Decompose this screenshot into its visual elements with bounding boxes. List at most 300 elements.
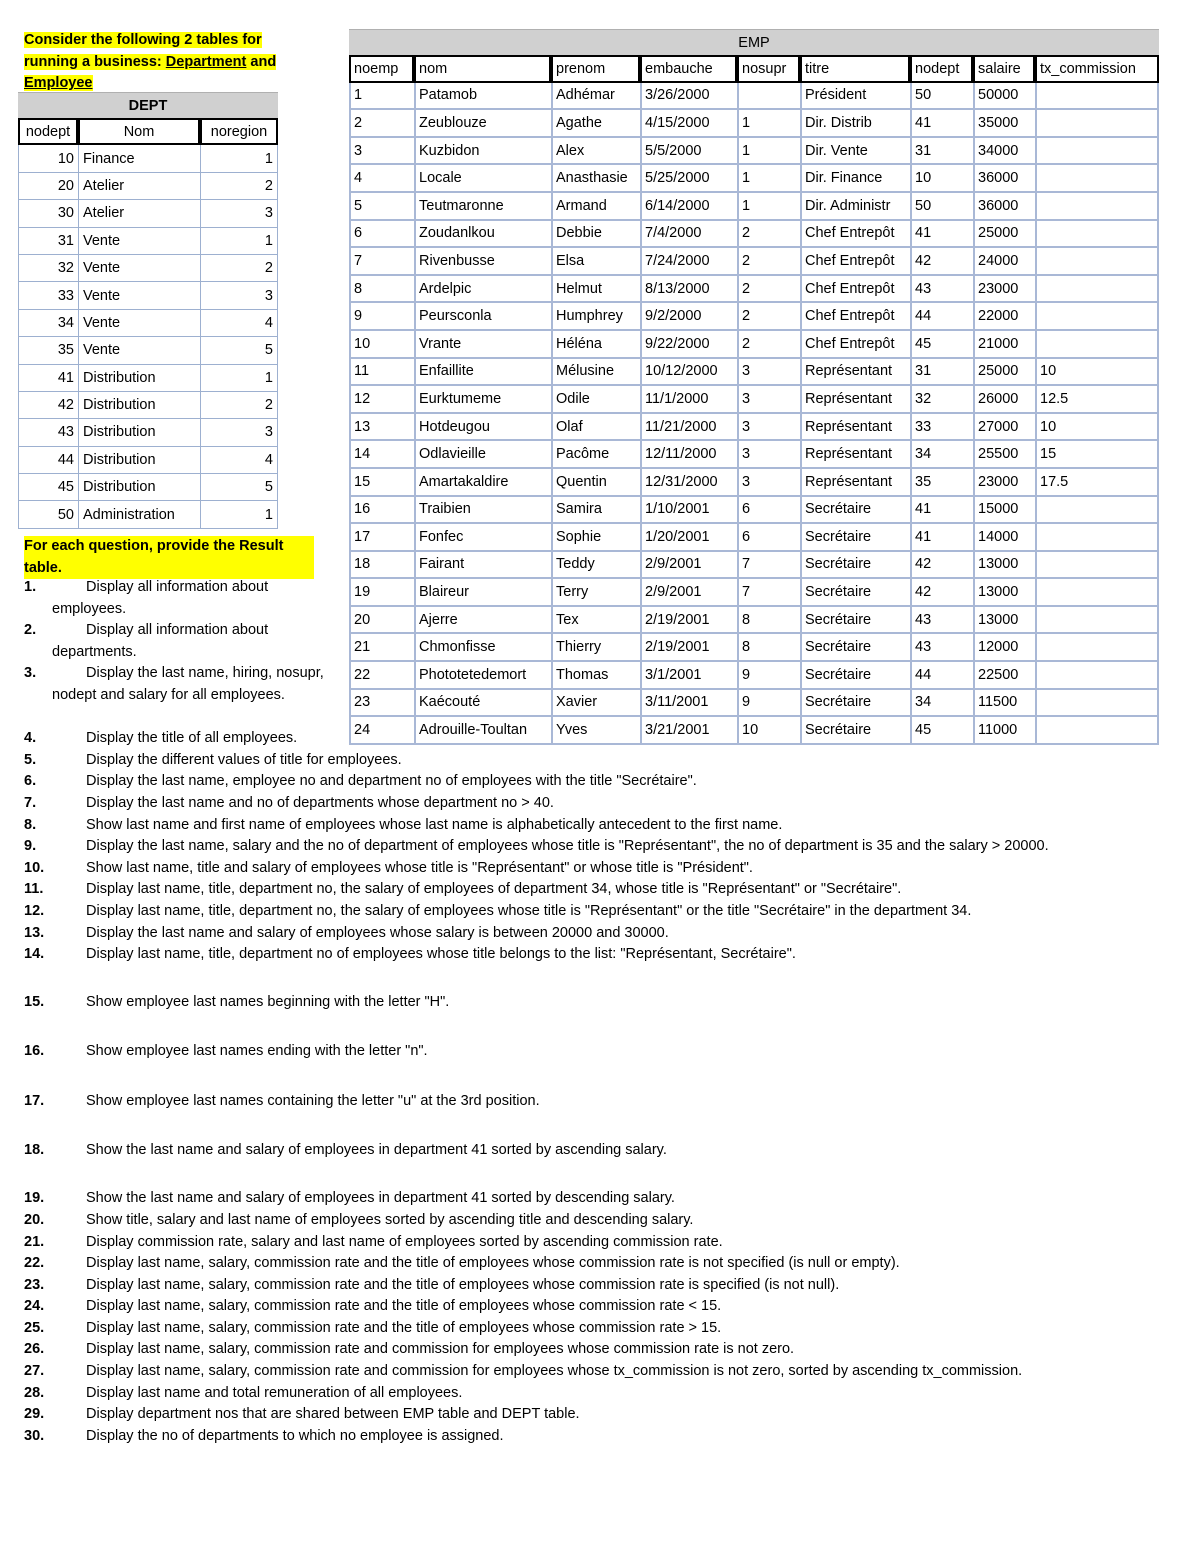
- question-number: 5.: [24, 752, 37, 768]
- emp-cell-nodept: 33: [910, 414, 973, 442]
- emp-cell-prenom: Xavier: [551, 690, 640, 718]
- dept-cell-nom: Administration: [78, 501, 200, 528]
- emp-column-header: tx_commission: [1035, 55, 1159, 83]
- emp-table-row: [349, 414, 1159, 442]
- emp-cell-tx_commission: [1035, 83, 1159, 111]
- question-item: [24, 1339, 1194, 1361]
- emp-cell-nodept: 41: [910, 221, 973, 249]
- dept-table-row: [18, 474, 278, 501]
- dept-cell-nom: Distribution: [78, 392, 200, 419]
- emp-cell-nom: Enfaillite: [414, 359, 551, 387]
- emp-cell-noemp: 12: [349, 386, 414, 414]
- question-number: 12.: [24, 903, 45, 919]
- question-number: 13.: [24, 925, 45, 941]
- question-number: 11.: [24, 881, 44, 897]
- intro-line2-prefix: running a business:: [24, 53, 166, 70]
- emp-cell-nodept: 42: [910, 552, 973, 580]
- emp-cell-embauche: 5/25/2000: [640, 165, 737, 193]
- emp-cell-prenom: Thierry: [551, 634, 640, 662]
- emp-cell-prenom: Yves: [551, 717, 640, 745]
- result-instruction: For each question, provide the Result table.: [24, 536, 314, 579]
- question-item: [24, 728, 1194, 750]
- emp-cell-embauche: 3/11/2001: [640, 690, 737, 718]
- dept-table-row: [18, 337, 278, 364]
- question-number: 2.: [24, 622, 37, 638]
- emp-cell-prenom: Sophie: [551, 524, 640, 552]
- emp-cell-nodept: 45: [910, 331, 973, 359]
- question-item: [24, 750, 1194, 772]
- dept-table-row: [18, 501, 278, 528]
- emp-cell-nodept: 41: [910, 110, 973, 138]
- emp-cell-noemp: 6: [349, 221, 414, 249]
- emp-cell-salaire: 36000: [973, 165, 1035, 193]
- question-number: 15.: [24, 994, 45, 1010]
- emp-cell-tx_commission: [1035, 303, 1159, 331]
- emp-cell-prenom: Samira: [551, 497, 640, 525]
- emp-cell-prenom: Thomas: [551, 662, 640, 690]
- emp-cell-nodept: 44: [910, 303, 973, 331]
- question-number: 24.: [24, 1298, 45, 1314]
- emp-cell-salaire: 22500: [973, 662, 1035, 690]
- emp-cell-nodept: 34: [910, 441, 973, 469]
- emp-cell-nom: Ardelpic: [414, 276, 551, 304]
- question-number: 25.: [24, 1320, 45, 1336]
- dept-table-row: [18, 173, 278, 200]
- emp-cell-nodept: 42: [910, 579, 973, 607]
- emp-cell-nodept: 43: [910, 276, 973, 304]
- question-number: 16.: [24, 1043, 45, 1059]
- question-item: [24, 901, 1194, 923]
- question-item: [24, 1091, 1194, 1113]
- question-text: Display commission rate, salary and last name of employees sorted by ascending commission rate.: [86, 1234, 723, 1250]
- emp-table-row: [349, 441, 1159, 469]
- emp-cell-prenom: Anasthasie: [551, 165, 640, 193]
- emp-table-row: [349, 248, 1159, 276]
- question-text: Display last name, salary, commission rate and commission for employees whose tx_commission is not zero, sorted by ascending tx_commission.: [86, 1363, 1023, 1379]
- dept-cell-noregion: 2: [200, 255, 278, 282]
- emp-cell-nom: Fairant: [414, 552, 551, 580]
- dept-cell-nom: Distribution: [78, 474, 200, 501]
- question-number: 14.: [24, 946, 45, 962]
- question-item: [24, 879, 1194, 901]
- question-number: 10.: [24, 860, 45, 876]
- emp-cell-titre: Chef Entrepôt: [800, 303, 910, 331]
- emp-table-row: [349, 386, 1159, 414]
- emp-cell-nom: Fonfec: [414, 524, 551, 552]
- emp-cell-nosupr: 2: [737, 303, 800, 331]
- emp-cell-nosupr: 8: [737, 634, 800, 662]
- emp-cell-embauche: 9/22/2000: [640, 331, 737, 359]
- emp-cell-tx_commission: [1035, 524, 1159, 552]
- emp-cell-salaire: 24000: [973, 248, 1035, 276]
- emp-cell-prenom: Tex: [551, 607, 640, 635]
- emp-cell-tx_commission: [1035, 221, 1159, 249]
- emp-cell-nodept: 43: [910, 634, 973, 662]
- emp-cell-nodept: 45: [910, 717, 973, 745]
- emp-table-title: EMP: [349, 29, 1159, 55]
- question-item: [24, 1275, 1194, 1297]
- emp-cell-nosupr: 3: [737, 359, 800, 387]
- question-number: 4.: [24, 730, 37, 746]
- question-number: 29.: [24, 1406, 45, 1422]
- emp-cell-titre: Secrétaire: [800, 524, 910, 552]
- dept-cell-nodept: 41: [18, 365, 78, 392]
- dept-cell-noregion: 3: [200, 200, 278, 227]
- emp-cell-titre: Dir. Distrib: [800, 110, 910, 138]
- question-text: Display the different values of title for employees.: [86, 752, 402, 768]
- emp-cell-nom: Zeublouze: [414, 110, 551, 138]
- dept-table-row: [18, 228, 278, 255]
- question-number: 22.: [24, 1255, 45, 1271]
- emp-table-row: [349, 276, 1159, 304]
- dept-column-header: noregion: [200, 118, 278, 145]
- emp-cell-embauche: 1/20/2001: [640, 524, 737, 552]
- dept-cell-noregion: 1: [200, 228, 278, 255]
- emp-cell-salaire: 11000: [973, 717, 1035, 745]
- emp-cell-prenom: Armand: [551, 193, 640, 221]
- emp-cell-salaire: 14000: [973, 524, 1035, 552]
- emp-cell-tx_commission: 10: [1035, 359, 1159, 387]
- question-item: [24, 1041, 1194, 1063]
- question-text: Display last name, salary, commission rate and commission for employees whose commission rate is not zero.: [86, 1341, 795, 1357]
- dept-cell-nodept: 30: [18, 200, 78, 227]
- emp-cell-salaire: 15000: [973, 497, 1035, 525]
- question-text: Show the last name and salary of employees in department 41 sorted by ascending salary.: [86, 1142, 667, 1158]
- emp-cell-noemp: 17: [349, 524, 414, 552]
- emp-cell-nodept: 31: [910, 138, 973, 166]
- emp-table-row: [349, 138, 1159, 166]
- question-text: Display all information about departments.: [52, 622, 269, 660]
- question-number: 18.: [24, 1142, 45, 1158]
- emp-cell-nom: Peursconla: [414, 303, 551, 331]
- emp-cell-nosupr: 10: [737, 717, 800, 745]
- question-number: 28.: [24, 1385, 45, 1401]
- emp-cell-noemp: 24: [349, 717, 414, 745]
- emp-cell-prenom: Mélusine: [551, 359, 640, 387]
- dept-cell-nom: Vente: [78, 282, 200, 309]
- dept-cell-noregion: 2: [200, 173, 278, 200]
- question-item: [24, 923, 1194, 945]
- emp-cell-noemp: 3: [349, 138, 414, 166]
- emp-cell-nodept: 42: [910, 248, 973, 276]
- emp-cell-nosupr: 3: [737, 441, 800, 469]
- emp-cell-noemp: 21: [349, 634, 414, 662]
- emp-cell-noemp: 10: [349, 331, 414, 359]
- dept-cell-noregion: 1: [200, 145, 278, 172]
- emp-cell-embauche: 3/26/2000: [640, 83, 737, 111]
- emp-cell-nom: Blaireur: [414, 579, 551, 607]
- emp-cell-titre: Président: [800, 83, 910, 111]
- dept-table-row: [18, 145, 278, 172]
- emp-cell-titre: Chef Entrepôt: [800, 331, 910, 359]
- question-item: [24, 1253, 1194, 1275]
- emp-cell-salaire: 12000: [973, 634, 1035, 662]
- dept-cell-nodept: 32: [18, 255, 78, 282]
- question-item: [24, 793, 1194, 815]
- emp-cell-titre: Secrétaire: [800, 717, 910, 745]
- question-text: Display the last name and salary of employees whose salary is between 20000 and 30000.: [86, 925, 669, 941]
- emp-cell-nosupr: 7: [737, 552, 800, 580]
- question-item: [24, 1188, 1194, 1210]
- emp-column-header: titre: [800, 55, 910, 83]
- emp-cell-prenom: Humphrey: [551, 303, 640, 331]
- question-item: [24, 663, 1194, 706]
- emp-cell-salaire: 22000: [973, 303, 1035, 331]
- emp-cell-nom: Locale: [414, 165, 551, 193]
- emp-cell-salaire: 13000: [973, 579, 1035, 607]
- emp-cell-salaire: 34000: [973, 138, 1035, 166]
- question-number: 20.: [24, 1212, 45, 1228]
- emp-cell-titre: Secrétaire: [800, 634, 910, 662]
- emp-table-row: [349, 359, 1159, 387]
- question-text: Display the last name, employee no and department no of employees with the title "Secrétaire".: [86, 773, 697, 789]
- question-item: [24, 992, 1194, 1014]
- dept-table-row: [18, 365, 278, 392]
- question-item: [24, 944, 1194, 966]
- emp-table-row: [349, 497, 1159, 525]
- emp-cell-titre: Chef Entrepôt: [800, 276, 910, 304]
- question-item: [24, 1140, 1194, 1162]
- dept-cell-nodept: 10: [18, 145, 78, 172]
- question-text: Display the last name, salary and the no of department of employees whose title is "Représentant", the no of department is 35 and the salary > 20000.: [86, 838, 1049, 854]
- emp-cell-noemp: 5: [349, 193, 414, 221]
- emp-cell-nosupr: 1: [737, 138, 800, 166]
- emp-cell-titre: Dir. Vente: [800, 138, 910, 166]
- question-item: [24, 577, 1194, 620]
- emp-cell-tx_commission: [1035, 331, 1159, 359]
- dept-cell-noregion: 3: [200, 282, 278, 309]
- emp-cell-nom: Vrante: [414, 331, 551, 359]
- dept-table-row: [18, 282, 278, 309]
- emp-cell-tx_commission: 10: [1035, 414, 1159, 442]
- emp-cell-noemp: 11: [349, 359, 414, 387]
- dept-cell-nodept: 33: [18, 282, 78, 309]
- emp-cell-prenom: Elsa: [551, 248, 640, 276]
- emp-cell-nodept: 43: [910, 607, 973, 635]
- dept-cell-nom: Vente: [78, 228, 200, 255]
- emp-cell-salaire: 25000: [973, 221, 1035, 249]
- question-item: [24, 1404, 1194, 1426]
- dept-cell-nom: Atelier: [78, 173, 200, 200]
- emp-cell-titre: Secrétaire: [800, 579, 910, 607]
- dept-cell-nodept: 42: [18, 392, 78, 419]
- dept-table-row: [18, 419, 278, 446]
- emp-cell-nom: Hotdeugou: [414, 414, 551, 442]
- dept-table-row: [18, 200, 278, 227]
- question-number: 1.: [24, 579, 37, 595]
- emp-cell-nosupr: 8: [737, 607, 800, 635]
- emp-cell-nom: Traibien: [414, 497, 551, 525]
- intro-employee-word: Employee: [24, 75, 93, 91]
- emp-cell-prenom: Héléna: [551, 331, 640, 359]
- emp-cell-nom: Odlavieille: [414, 441, 551, 469]
- emp-cell-prenom: Pacôme: [551, 441, 640, 469]
- emp-cell-titre: Représentant: [800, 414, 910, 442]
- question-item: [24, 1318, 1194, 1340]
- emp-cell-embauche: 10/12/2000: [640, 359, 737, 387]
- emp-cell-embauche: 2/9/2001: [640, 552, 737, 580]
- question-item: [24, 1383, 1194, 1405]
- emp-cell-nosupr: 1: [737, 165, 800, 193]
- emp-table-row: [349, 110, 1159, 138]
- emp-cell-embauche: 9/2/2000: [640, 303, 737, 331]
- emp-cell-nosupr: 2: [737, 276, 800, 304]
- dept-table-row: [18, 392, 278, 419]
- emp-cell-prenom: Debbie: [551, 221, 640, 249]
- emp-cell-nosupr: [737, 83, 800, 111]
- question-item: [24, 1426, 1194, 1448]
- emp-cell-nodept: 41: [910, 497, 973, 525]
- emp-cell-embauche: 8/13/2000: [640, 276, 737, 304]
- emp-cell-salaire: 25000: [973, 359, 1035, 387]
- question-text: Show the last name and salary of employees in department 41 sorted by descending salary.: [86, 1190, 675, 1206]
- emp-cell-embauche: 6/14/2000: [640, 193, 737, 221]
- question-item: [24, 815, 1194, 837]
- question-number: 30.: [24, 1428, 45, 1444]
- emp-cell-salaire: 26000: [973, 386, 1035, 414]
- dept-table-row: [18, 310, 278, 337]
- emp-cell-tx_commission: [1035, 276, 1159, 304]
- question-text: Display last name, salary, commission rate and the title of employees whose commission rate > 15.: [86, 1320, 722, 1336]
- question-number: 26.: [24, 1341, 45, 1357]
- emp-table-row: [349, 165, 1159, 193]
- emp-column-header: embauche: [640, 55, 737, 83]
- question-text: Display last name, title, department no, the salary of employees whose title is "Représentant" or the title "Secrétaire" in the department 34.: [86, 903, 972, 919]
- question-number: 9.: [24, 838, 37, 854]
- emp-cell-prenom: Odile: [551, 386, 640, 414]
- emp-cell-nom: Rivenbusse: [414, 248, 551, 276]
- emp-cell-nodept: 50: [910, 83, 973, 111]
- emp-cell-embauche: 1/10/2001: [640, 497, 737, 525]
- emp-column-header: nosupr: [737, 55, 800, 83]
- question-text: Display the last name, hiring, nosupr, nodept and salary for all employees.: [52, 665, 324, 703]
- emp-cell-salaire: 35000: [973, 110, 1035, 138]
- intro-and-word: and: [246, 53, 277, 70]
- emp-cell-titre: Secrétaire: [800, 552, 910, 580]
- question-item: [24, 858, 1194, 880]
- emp-cell-salaire: 36000: [973, 193, 1035, 221]
- dept-table-title: DEPT: [18, 92, 278, 118]
- emp-cell-noemp: 14: [349, 441, 414, 469]
- dept-cell-nom: Vente: [78, 255, 200, 282]
- question-item: [24, 771, 1194, 793]
- question-item: [24, 1296, 1194, 1318]
- emp-cell-nodept: 41: [910, 524, 973, 552]
- emp-cell-salaire: 50000: [973, 83, 1035, 111]
- dept-cell-noregion: 1: [200, 365, 278, 392]
- emp-cell-embauche: 7/24/2000: [640, 248, 737, 276]
- emp-column-header: salaire: [973, 55, 1035, 83]
- emp-cell-nosupr: 3: [737, 469, 800, 497]
- emp-cell-nom: Ajerre: [414, 607, 551, 635]
- emp-cell-prenom: Alex: [551, 138, 640, 166]
- emp-cell-salaire: 27000: [973, 414, 1035, 442]
- question-text: Display last name, salary, commission rate and the title of employees whose commission rate < 15.: [86, 1298, 722, 1314]
- question-number: 3.: [24, 665, 37, 681]
- question-text: Display the last name and no of departments whose department no > 40.: [86, 795, 554, 811]
- emp-cell-salaire: 13000: [973, 552, 1035, 580]
- dept-cell-nom: Finance: [78, 145, 200, 172]
- emp-cell-nom: Amartakaldire: [414, 469, 551, 497]
- emp-cell-salaire: 11500: [973, 690, 1035, 718]
- question-text: Show last name and first name of employees whose last name is alphabetically antecedent to the first name.: [86, 817, 783, 833]
- emp-cell-titre: Chef Entrepôt: [800, 221, 910, 249]
- emp-cell-nodept: 32: [910, 386, 973, 414]
- emp-cell-tx_commission: [1035, 248, 1159, 276]
- emp-cell-noemp: 20: [349, 607, 414, 635]
- emp-cell-titre: Représentant: [800, 359, 910, 387]
- emp-cell-nom: Eurktumeme: [414, 386, 551, 414]
- emp-cell-tx_commission: [1035, 552, 1159, 580]
- emp-cell-nosupr: 6: [737, 497, 800, 525]
- dept-cell-noregion: 5: [200, 474, 278, 501]
- question-text: Display last name and total remuneration of all employees.: [86, 1385, 463, 1401]
- emp-cell-tx_commission: 15: [1035, 441, 1159, 469]
- dept-cell-nodept: 45: [18, 474, 78, 501]
- emp-cell-titre: Chef Entrepôt: [800, 248, 910, 276]
- emp-cell-noemp: 9: [349, 303, 414, 331]
- question-number: 27.: [24, 1363, 45, 1379]
- emp-table-row: [349, 221, 1159, 249]
- question-item: [24, 836, 1194, 858]
- emp-cell-prenom: Helmut: [551, 276, 640, 304]
- emp-cell-nodept: 35: [910, 469, 973, 497]
- emp-cell-titre: Secrétaire: [800, 662, 910, 690]
- emp-table-row: [349, 83, 1159, 111]
- emp-cell-prenom: Teddy: [551, 552, 640, 580]
- emp-cell-nodept: 10: [910, 165, 973, 193]
- emp-column-header: prenom: [551, 55, 640, 83]
- dept-cell-nodept: 43: [18, 419, 78, 446]
- dept-cell-nom: Vente: [78, 337, 200, 364]
- question-text: Display all information about employees.: [52, 579, 269, 617]
- emp-cell-nosupr: 2: [737, 248, 800, 276]
- emp-cell-salaire: 25500: [973, 441, 1035, 469]
- emp-cell-noemp: 7: [349, 248, 414, 276]
- emp-cell-embauche: 3/21/2001: [640, 717, 737, 745]
- dept-cell-noregion: 2: [200, 392, 278, 419]
- emp-cell-nosupr: 1: [737, 110, 800, 138]
- emp-column-header: nom: [414, 55, 551, 83]
- question-item: [24, 1361, 1194, 1383]
- question-text: Display last name, title, department no of employees whose title belongs to the list: "Représentant, Secrétaire".: [86, 946, 796, 962]
- emp-cell-nosupr: 1: [737, 193, 800, 221]
- emp-cell-nodept: 34: [910, 690, 973, 718]
- emp-cell-nosupr: 2: [737, 331, 800, 359]
- dept-cell-nom: Distribution: [78, 447, 200, 474]
- emp-cell-tx_commission: 17.5: [1035, 469, 1159, 497]
- emp-cell-tx_commission: [1035, 138, 1159, 166]
- emp-cell-titre: Représentant: [800, 441, 910, 469]
- question-text: Display last name, salary, commission rate and the title of employees whose commission rate is not specified (is null or empty).: [86, 1255, 900, 1271]
- emp-cell-embauche: 12/11/2000: [640, 441, 737, 469]
- emp-cell-titre: Secrétaire: [800, 497, 910, 525]
- emp-cell-noemp: 4: [349, 165, 414, 193]
- emp-cell-noemp: 8: [349, 276, 414, 304]
- emp-cell-nosupr: 7: [737, 579, 800, 607]
- emp-table-row: [349, 303, 1159, 331]
- question-text: Display the title of all employees.: [86, 730, 298, 746]
- dept-cell-nodept: 35: [18, 337, 78, 364]
- emp-table-row: [349, 193, 1159, 221]
- dept-cell-nodept: 34: [18, 310, 78, 337]
- emp-cell-tx_commission: [1035, 110, 1159, 138]
- emp-cell-prenom: Adhémar: [551, 83, 640, 111]
- emp-cell-embauche: 11/21/2000: [640, 414, 737, 442]
- emp-cell-nosupr: 3: [737, 414, 800, 442]
- emp-cell-noemp: 15: [349, 469, 414, 497]
- emp-cell-titre: Secrétaire: [800, 690, 910, 718]
